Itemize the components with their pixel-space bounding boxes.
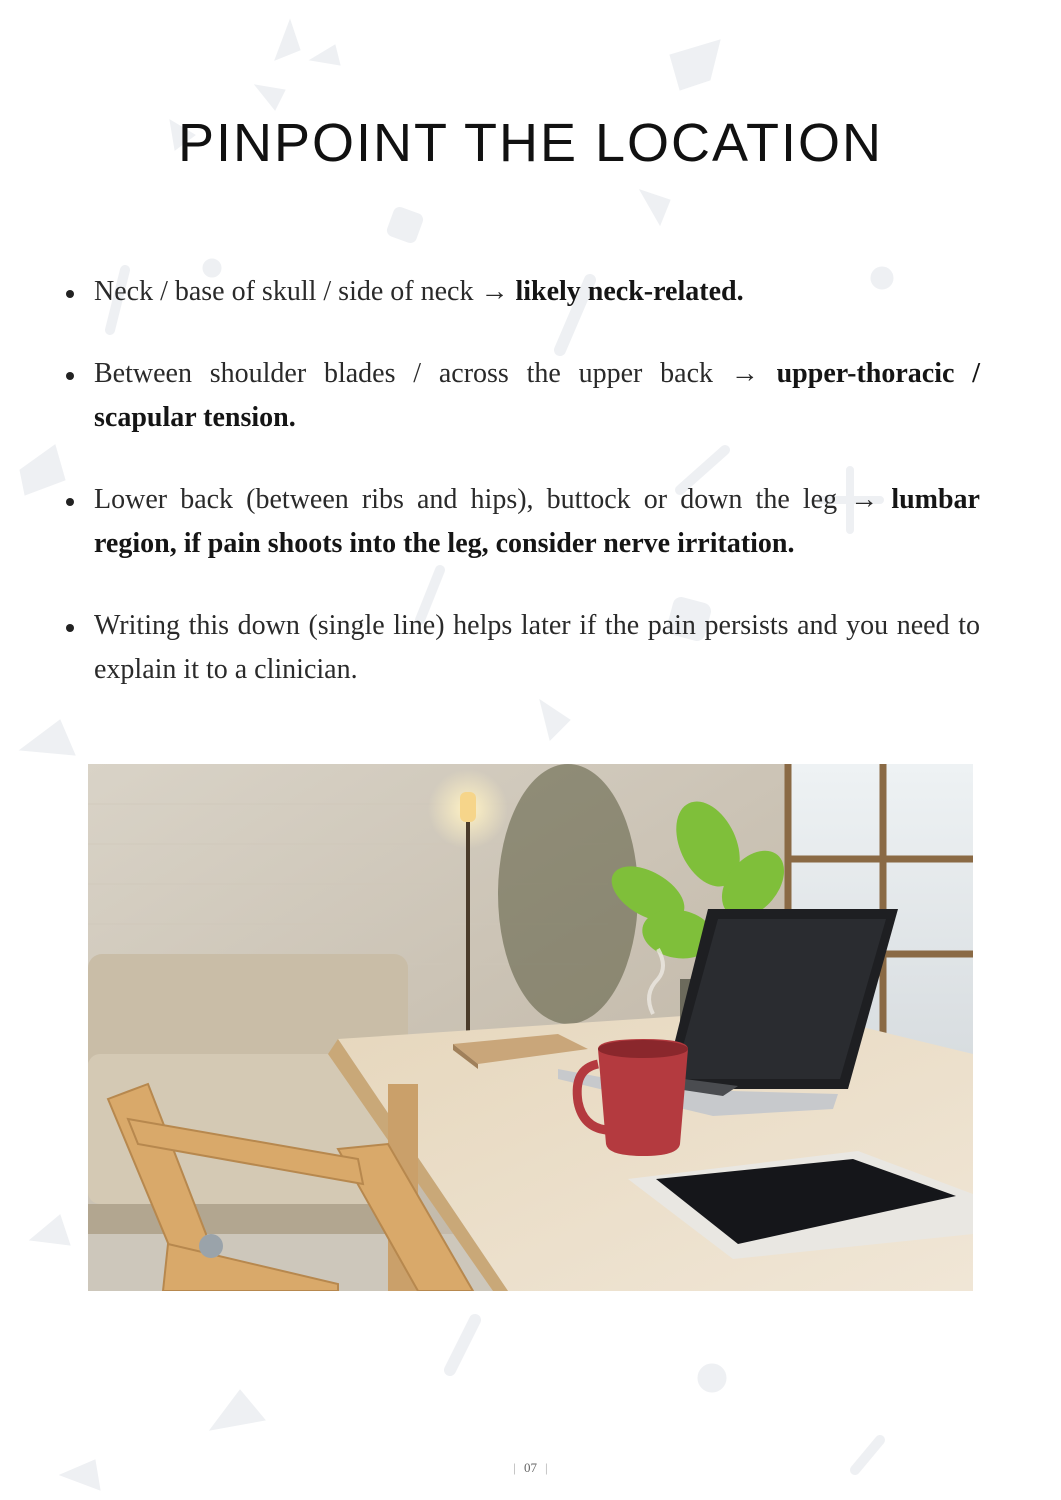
list-item-text: Neck / base of skull / side of neck → [94, 276, 516, 307]
list-item [60, 270, 980, 314]
list-item [60, 478, 980, 566]
list-item-emphasis: lumbar region, if pain shoots into the leg, consider nerve irritation. [94, 484, 980, 559]
page-number-divider: | [545, 1460, 548, 1475]
list-item-text: Between shoulder blades / across the upper back → [94, 358, 777, 389]
bullet-dot-icon [66, 624, 74, 632]
bullet-dot-icon [66, 372, 74, 380]
list-item-text: Writing this down (single line) helps later if the pain persists and you need to explain it to a clinician. [94, 610, 980, 685]
desk-illustration [88, 764, 973, 1291]
bullet-dot-icon [66, 290, 74, 298]
page-title: PINPOINT THE LOCATION [177, 113, 884, 173]
bullet-list [60, 270, 980, 730]
list-item [60, 352, 980, 440]
desk-photo [88, 764, 973, 1291]
list-item-text: Lower back (between ribs and hips), buttock or down the leg → [94, 484, 892, 515]
page-number [0, 1460, 1061, 1476]
list-item [60, 604, 980, 692]
page-number-divider: | [513, 1460, 516, 1475]
list-item-emphasis: likely neck-related. [515, 276, 744, 307]
bullet-dot-icon [66, 498, 74, 506]
list-item-emphasis: upper-thoracic / scapular tension. [94, 358, 980, 433]
page-number-value: 07 [524, 1460, 537, 1475]
